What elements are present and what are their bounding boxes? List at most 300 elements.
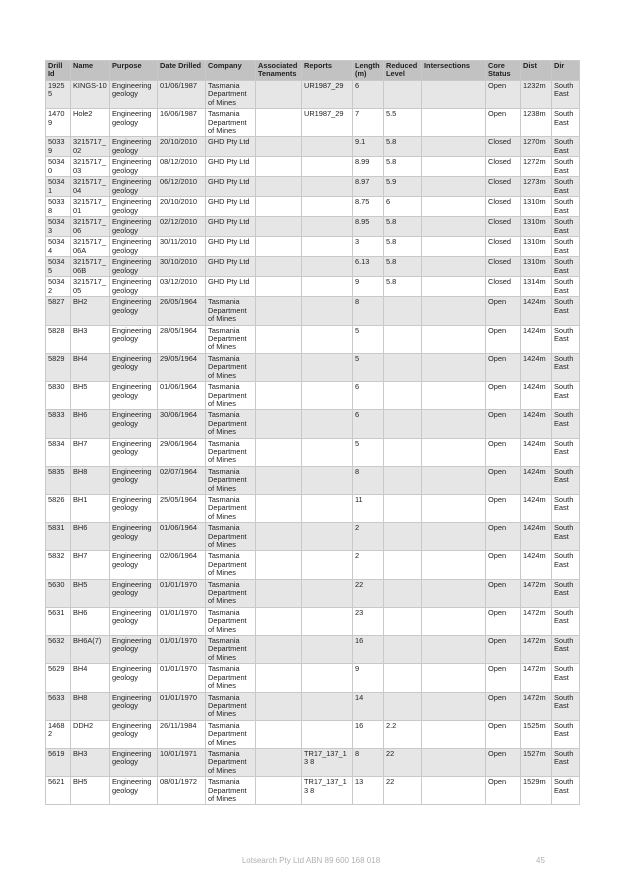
cell-core-status: Open [486, 438, 521, 466]
cell-length: 14 [353, 692, 384, 720]
cell-length: 9 [353, 664, 384, 692]
cell-name: BH8 [71, 692, 110, 720]
cell-drill-id: 5835 [46, 466, 71, 494]
cell-length: 9 [353, 277, 384, 297]
cell-company: GHD Pty Ltd [206, 137, 256, 157]
cell-company: Tasmania Department of Mines [206, 777, 256, 805]
table-row [46, 353, 580, 381]
cell-dist: 1424m [521, 438, 552, 466]
header-associated-tenaments: Associated Tenaments [256, 61, 302, 81]
cell-associated-tenaments [256, 664, 302, 692]
cell-drill-id: 5829 [46, 353, 71, 381]
cell-associated-tenaments [256, 607, 302, 635]
cell-intersections [422, 607, 486, 635]
header-intersections: Intersections [422, 61, 486, 81]
cell-name: BH6 [71, 523, 110, 551]
cell-dir: South East [552, 297, 580, 325]
cell-drill-id: 14709 [46, 109, 71, 137]
cell-reduced-level: 6 [384, 197, 422, 217]
cell-length: 8.97 [353, 177, 384, 197]
cell-drill-id: 5631 [46, 607, 71, 635]
cell-purpose: Engineering geology [110, 748, 158, 776]
cell-associated-tenaments [256, 325, 302, 353]
header-dist: Dist [521, 61, 552, 81]
cell-dist: 1310m [521, 197, 552, 217]
cell-company: Tasmania Department of Mines [206, 664, 256, 692]
table-row [46, 217, 580, 237]
cell-length: 5 [353, 438, 384, 466]
cell-reports [302, 257, 353, 277]
table-row [46, 551, 580, 579]
cell-company: Tasmania Department of Mines [206, 579, 256, 607]
cell-dist: 1270m [521, 137, 552, 157]
cell-purpose: Engineering geology [110, 353, 158, 381]
cell-dist: 1424m [521, 325, 552, 353]
cell-name: 3215717_ 01 [71, 197, 110, 217]
cell-intersections [422, 157, 486, 177]
cell-name: 3215717_ 05 [71, 277, 110, 297]
cell-date-drilled: 30/06/1964 [158, 410, 206, 438]
cell-reduced-level: 5.8 [384, 237, 422, 257]
cell-drill-id: 50342 [46, 277, 71, 297]
cell-reduced-level [384, 466, 422, 494]
cell-drill-id: 5832 [46, 551, 71, 579]
table-row [46, 237, 580, 257]
cell-name: 3215717_ 03 [71, 157, 110, 177]
cell-length: 5 [353, 353, 384, 381]
cell-company: GHD Pty Ltd [206, 257, 256, 277]
cell-drill-id: 5831 [46, 523, 71, 551]
cell-date-drilled: 08/12/2010 [158, 157, 206, 177]
cell-core-status: Closed [486, 217, 521, 237]
cell-drill-id: 5632 [46, 636, 71, 664]
table-row [46, 494, 580, 522]
cell-associated-tenaments [256, 237, 302, 257]
cell-reports [302, 720, 353, 748]
page-number: 45 [536, 856, 545, 865]
cell-associated-tenaments [256, 157, 302, 177]
header-purpose: Purpose [110, 61, 158, 81]
cell-intersections [422, 277, 486, 297]
cell-date-drilled: 26/05/1964 [158, 297, 206, 325]
cell-reports: TR17_137_13 8 [302, 748, 353, 776]
table-row [46, 692, 580, 720]
cell-name: 3215717_ 06A [71, 237, 110, 257]
cell-name: BH2 [71, 297, 110, 325]
table-body [46, 81, 580, 805]
cell-name: BH4 [71, 353, 110, 381]
cell-purpose: Engineering geology [110, 81, 158, 109]
cell-name: BH6A(7) [71, 636, 110, 664]
cell-name: BH5 [71, 382, 110, 410]
cell-core-status: Open [486, 523, 521, 551]
cell-company: GHD Pty Ltd [206, 217, 256, 237]
cell-reduced-level: 5.8 [384, 157, 422, 177]
cell-core-status: Closed [486, 237, 521, 257]
cell-dir: South East [552, 382, 580, 410]
cell-name: BH8 [71, 466, 110, 494]
cell-date-drilled: 02/12/2010 [158, 217, 206, 237]
header-company: Company [206, 61, 256, 81]
header-core-status: Core Status [486, 61, 521, 81]
cell-intersections [422, 410, 486, 438]
cell-reports [302, 297, 353, 325]
cell-associated-tenaments [256, 692, 302, 720]
cell-company: GHD Pty Ltd [206, 277, 256, 297]
cell-intersections [422, 109, 486, 137]
cell-date-drilled: 26/11/1984 [158, 720, 206, 748]
cell-reports [302, 692, 353, 720]
table-row [46, 438, 580, 466]
cell-dir: South East [552, 720, 580, 748]
cell-length: 6 [353, 410, 384, 438]
cell-purpose: Engineering geology [110, 137, 158, 157]
cell-intersections [422, 81, 486, 109]
cell-name: BH5 [71, 777, 110, 805]
cell-name: 3215717_ 04 [71, 177, 110, 197]
table-row [46, 109, 580, 137]
cell-dist: 1232m [521, 81, 552, 109]
cell-core-status: Open [486, 466, 521, 494]
cell-length: 3 [353, 237, 384, 257]
cell-reduced-level: 22 [384, 748, 422, 776]
cell-dist: 1424m [521, 297, 552, 325]
header-dir: Dir [552, 61, 580, 81]
cell-dist: 1472m [521, 579, 552, 607]
cell-name: BH3 [71, 325, 110, 353]
table-row [46, 466, 580, 494]
cell-purpose: Engineering geology [110, 494, 158, 522]
cell-reduced-level: 5.8 [384, 137, 422, 157]
cell-date-drilled: 16/06/1987 [158, 109, 206, 137]
cell-core-status: Open [486, 382, 521, 410]
cell-date-drilled: 01/01/1970 [158, 579, 206, 607]
cell-intersections [422, 237, 486, 257]
cell-date-drilled: 10/01/1971 [158, 748, 206, 776]
cell-dist: 1424m [521, 551, 552, 579]
cell-intersections [422, 579, 486, 607]
cell-purpose: Engineering geology [110, 157, 158, 177]
cell-dist: 1424m [521, 523, 552, 551]
cell-company: Tasmania Department of Mines [206, 692, 256, 720]
cell-length: 22 [353, 579, 384, 607]
cell-associated-tenaments [256, 438, 302, 466]
cell-core-status: Open [486, 720, 521, 748]
table-row [46, 325, 580, 353]
cell-reduced-level [384, 438, 422, 466]
table-row [46, 664, 580, 692]
cell-company: GHD Pty Ltd [206, 157, 256, 177]
cell-dist: 1314m [521, 277, 552, 297]
cell-dir: South East [552, 109, 580, 137]
cell-associated-tenaments [256, 297, 302, 325]
cell-reduced-level [384, 664, 422, 692]
cell-reports [302, 410, 353, 438]
cell-date-drilled: 20/10/2010 [158, 137, 206, 157]
cell-core-status: Closed [486, 137, 521, 157]
cell-associated-tenaments [256, 636, 302, 664]
cell-purpose: Engineering geology [110, 551, 158, 579]
cell-date-drilled: 01/01/1970 [158, 664, 206, 692]
cell-name: Hole2 [71, 109, 110, 137]
cell-associated-tenaments [256, 197, 302, 217]
table-row [46, 720, 580, 748]
cell-company: Tasmania Department of Mines [206, 297, 256, 325]
cell-company: Tasmania Department of Mines [206, 494, 256, 522]
table-row [46, 777, 580, 805]
cell-drill-id: 50344 [46, 237, 71, 257]
cell-reports [302, 157, 353, 177]
cell-reduced-level: 5.5 [384, 109, 422, 137]
table-row [46, 748, 580, 776]
cell-dist: 1238m [521, 109, 552, 137]
cell-reports: TR17_137_13 8 [302, 777, 353, 805]
cell-dist: 1310m [521, 237, 552, 257]
cell-intersections [422, 664, 486, 692]
cell-associated-tenaments [256, 579, 302, 607]
cell-reports [302, 551, 353, 579]
cell-associated-tenaments [256, 137, 302, 157]
cell-reports [302, 237, 353, 257]
cell-core-status: Closed [486, 177, 521, 197]
cell-reports: UR1987_29 [302, 81, 353, 109]
cell-reduced-level: 5.9 [384, 177, 422, 197]
cell-dist: 1529m [521, 777, 552, 805]
cell-intersections [422, 720, 486, 748]
cell-date-drilled: 30/11/2010 [158, 237, 206, 257]
cell-dist: 1424m [521, 353, 552, 381]
cell-associated-tenaments [256, 523, 302, 551]
cell-date-drilled: 01/01/1970 [158, 692, 206, 720]
cell-purpose: Engineering geology [110, 177, 158, 197]
cell-dir: South East [552, 748, 580, 776]
cell-reduced-level [384, 494, 422, 522]
cell-name: BH1 [71, 494, 110, 522]
cell-core-status: Open [486, 297, 521, 325]
cell-dist: 1310m [521, 257, 552, 277]
cell-purpose: Engineering geology [110, 466, 158, 494]
cell-reports [302, 664, 353, 692]
cell-intersections [422, 748, 486, 776]
cell-intersections [422, 438, 486, 466]
cell-associated-tenaments [256, 257, 302, 277]
table-header-row [46, 61, 580, 81]
header-reports: Reports [302, 61, 353, 81]
cell-dir: South East [552, 217, 580, 237]
cell-date-drilled: 29/06/1964 [158, 438, 206, 466]
cell-company: Tasmania Department of Mines [206, 382, 256, 410]
cell-length: 16 [353, 636, 384, 664]
cell-dist: 1424m [521, 494, 552, 522]
cell-intersections [422, 551, 486, 579]
cell-core-status: Open [486, 81, 521, 109]
cell-intersections [422, 353, 486, 381]
cell-intersections [422, 636, 486, 664]
cell-dist: 1472m [521, 607, 552, 635]
cell-dir: South East [552, 664, 580, 692]
cell-core-status: Open [486, 109, 521, 137]
cell-date-drilled: 01/06/1964 [158, 382, 206, 410]
cell-associated-tenaments [256, 466, 302, 494]
cell-dir: South East [552, 177, 580, 197]
cell-intersections [422, 177, 486, 197]
cell-name: KINGS-10 [71, 81, 110, 109]
cell-dist: 1527m [521, 748, 552, 776]
table-row [46, 137, 580, 157]
cell-company: Tasmania Department of Mines [206, 720, 256, 748]
cell-core-status: Open [486, 636, 521, 664]
cell-name: BH6 [71, 410, 110, 438]
cell-associated-tenaments [256, 382, 302, 410]
cell-dir: South East [552, 494, 580, 522]
cell-drill-id: 5828 [46, 325, 71, 353]
cell-length: 6.13 [353, 257, 384, 277]
cell-drill-id: 50340 [46, 157, 71, 177]
cell-dist: 1472m [521, 664, 552, 692]
cell-company: Tasmania Department of Mines [206, 353, 256, 381]
cell-associated-tenaments [256, 177, 302, 197]
cell-dir: South East [552, 607, 580, 635]
cell-company: Tasmania Department of Mines [206, 81, 256, 109]
cell-dir: South East [552, 636, 580, 664]
cell-reports [302, 353, 353, 381]
cell-date-drilled: 06/12/2010 [158, 177, 206, 197]
cell-dir: South East [552, 197, 580, 217]
cell-name: 3215717_ 02 [71, 137, 110, 157]
cell-drill-id: 5833 [46, 410, 71, 438]
cell-company: Tasmania Department of Mines [206, 438, 256, 466]
cell-associated-tenaments [256, 551, 302, 579]
cell-core-status: Open [486, 410, 521, 438]
cell-reduced-level [384, 579, 422, 607]
cell-intersections [422, 257, 486, 277]
table-row [46, 636, 580, 664]
cell-company: Tasmania Department of Mines [206, 109, 256, 137]
cell-date-drilled: 02/07/1964 [158, 466, 206, 494]
cell-associated-tenaments [256, 277, 302, 297]
cell-associated-tenaments [256, 217, 302, 237]
cell-reduced-level: 5.8 [384, 217, 422, 237]
table-row [46, 523, 580, 551]
cell-length: 8 [353, 748, 384, 776]
cell-purpose: Engineering geology [110, 277, 158, 297]
cell-name: BH3 [71, 748, 110, 776]
table-row [46, 257, 580, 277]
cell-purpose: Engineering geology [110, 607, 158, 635]
cell-associated-tenaments [256, 777, 302, 805]
cell-purpose: Engineering geology [110, 692, 158, 720]
cell-company: Tasmania Department of Mines [206, 748, 256, 776]
cell-core-status: Open [486, 551, 521, 579]
cell-reports [302, 137, 353, 157]
cell-dist: 1424m [521, 410, 552, 438]
cell-intersections [422, 494, 486, 522]
cell-purpose: Engineering geology [110, 523, 158, 551]
cell-purpose: Engineering geology [110, 410, 158, 438]
cell-dir: South East [552, 237, 580, 257]
cell-length: 8.95 [353, 217, 384, 237]
table-row [46, 579, 580, 607]
cell-reduced-level: 22 [384, 777, 422, 805]
cell-purpose: Engineering geology [110, 438, 158, 466]
footer-company: Lotsearch Pty Ltd ABN 89 600 168 018 [241, 856, 381, 865]
cell-date-drilled: 08/01/1972 [158, 777, 206, 805]
cell-dist: 1525m [521, 720, 552, 748]
cell-purpose: Engineering geology [110, 217, 158, 237]
cell-dist: 1472m [521, 692, 552, 720]
table-row [46, 197, 580, 217]
cell-reduced-level [384, 81, 422, 109]
cell-length: 8.75 [353, 197, 384, 217]
cell-reduced-level: 2.2 [384, 720, 422, 748]
cell-dir: South East [552, 551, 580, 579]
cell-core-status: Open [486, 353, 521, 381]
cell-dir: South East [552, 579, 580, 607]
cell-purpose: Engineering geology [110, 777, 158, 805]
cell-length: 11 [353, 494, 384, 522]
cell-reduced-level [384, 382, 422, 410]
cell-length: 8 [353, 466, 384, 494]
cell-purpose: Engineering geology [110, 325, 158, 353]
cell-length: 6 [353, 81, 384, 109]
cell-length: 6 [353, 382, 384, 410]
cell-name: BH4 [71, 664, 110, 692]
cell-core-status: Closed [486, 257, 521, 277]
cell-dist: 1424m [521, 466, 552, 494]
cell-length: 5 [353, 325, 384, 353]
cell-dir: South East [552, 325, 580, 353]
cell-dist: 1273m [521, 177, 552, 197]
cell-length: 2 [353, 551, 384, 579]
cell-length: 16 [353, 720, 384, 748]
cell-intersections [422, 297, 486, 325]
cell-drill-id: 5827 [46, 297, 71, 325]
cell-reports [302, 494, 353, 522]
cell-length: 8.99 [353, 157, 384, 177]
cell-date-drilled: 30/10/2010 [158, 257, 206, 277]
cell-reports [302, 466, 353, 494]
cell-purpose: Engineering geology [110, 664, 158, 692]
cell-reports [302, 217, 353, 237]
cell-core-status: Open [486, 664, 521, 692]
cell-dist: 1472m [521, 636, 552, 664]
cell-length: 7 [353, 109, 384, 137]
cell-company: Tasmania Department of Mines [206, 636, 256, 664]
cell-dir: South East [552, 157, 580, 177]
cell-date-drilled: 01/01/1970 [158, 607, 206, 635]
cell-associated-tenaments [256, 81, 302, 109]
cell-drill-id: 50339 [46, 137, 71, 157]
cell-reduced-level [384, 607, 422, 635]
cell-reports [302, 636, 353, 664]
cell-length: 9.1 [353, 137, 384, 157]
cell-intersections [422, 382, 486, 410]
cell-core-status: Open [486, 325, 521, 353]
cell-company: GHD Pty Ltd [206, 197, 256, 217]
cell-dir: South East [552, 523, 580, 551]
cell-reports [302, 523, 353, 551]
cell-drill-id: 50345 [46, 257, 71, 277]
cell-core-status: Open [486, 777, 521, 805]
cell-core-status: Open [486, 748, 521, 776]
cell-reduced-level: 5.8 [384, 257, 422, 277]
cell-drill-id: 5834 [46, 438, 71, 466]
cell-purpose: Engineering geology [110, 257, 158, 277]
table-row [46, 607, 580, 635]
cell-dir: South East [552, 466, 580, 494]
cell-name: BH5 [71, 579, 110, 607]
cell-drill-id: 5830 [46, 382, 71, 410]
